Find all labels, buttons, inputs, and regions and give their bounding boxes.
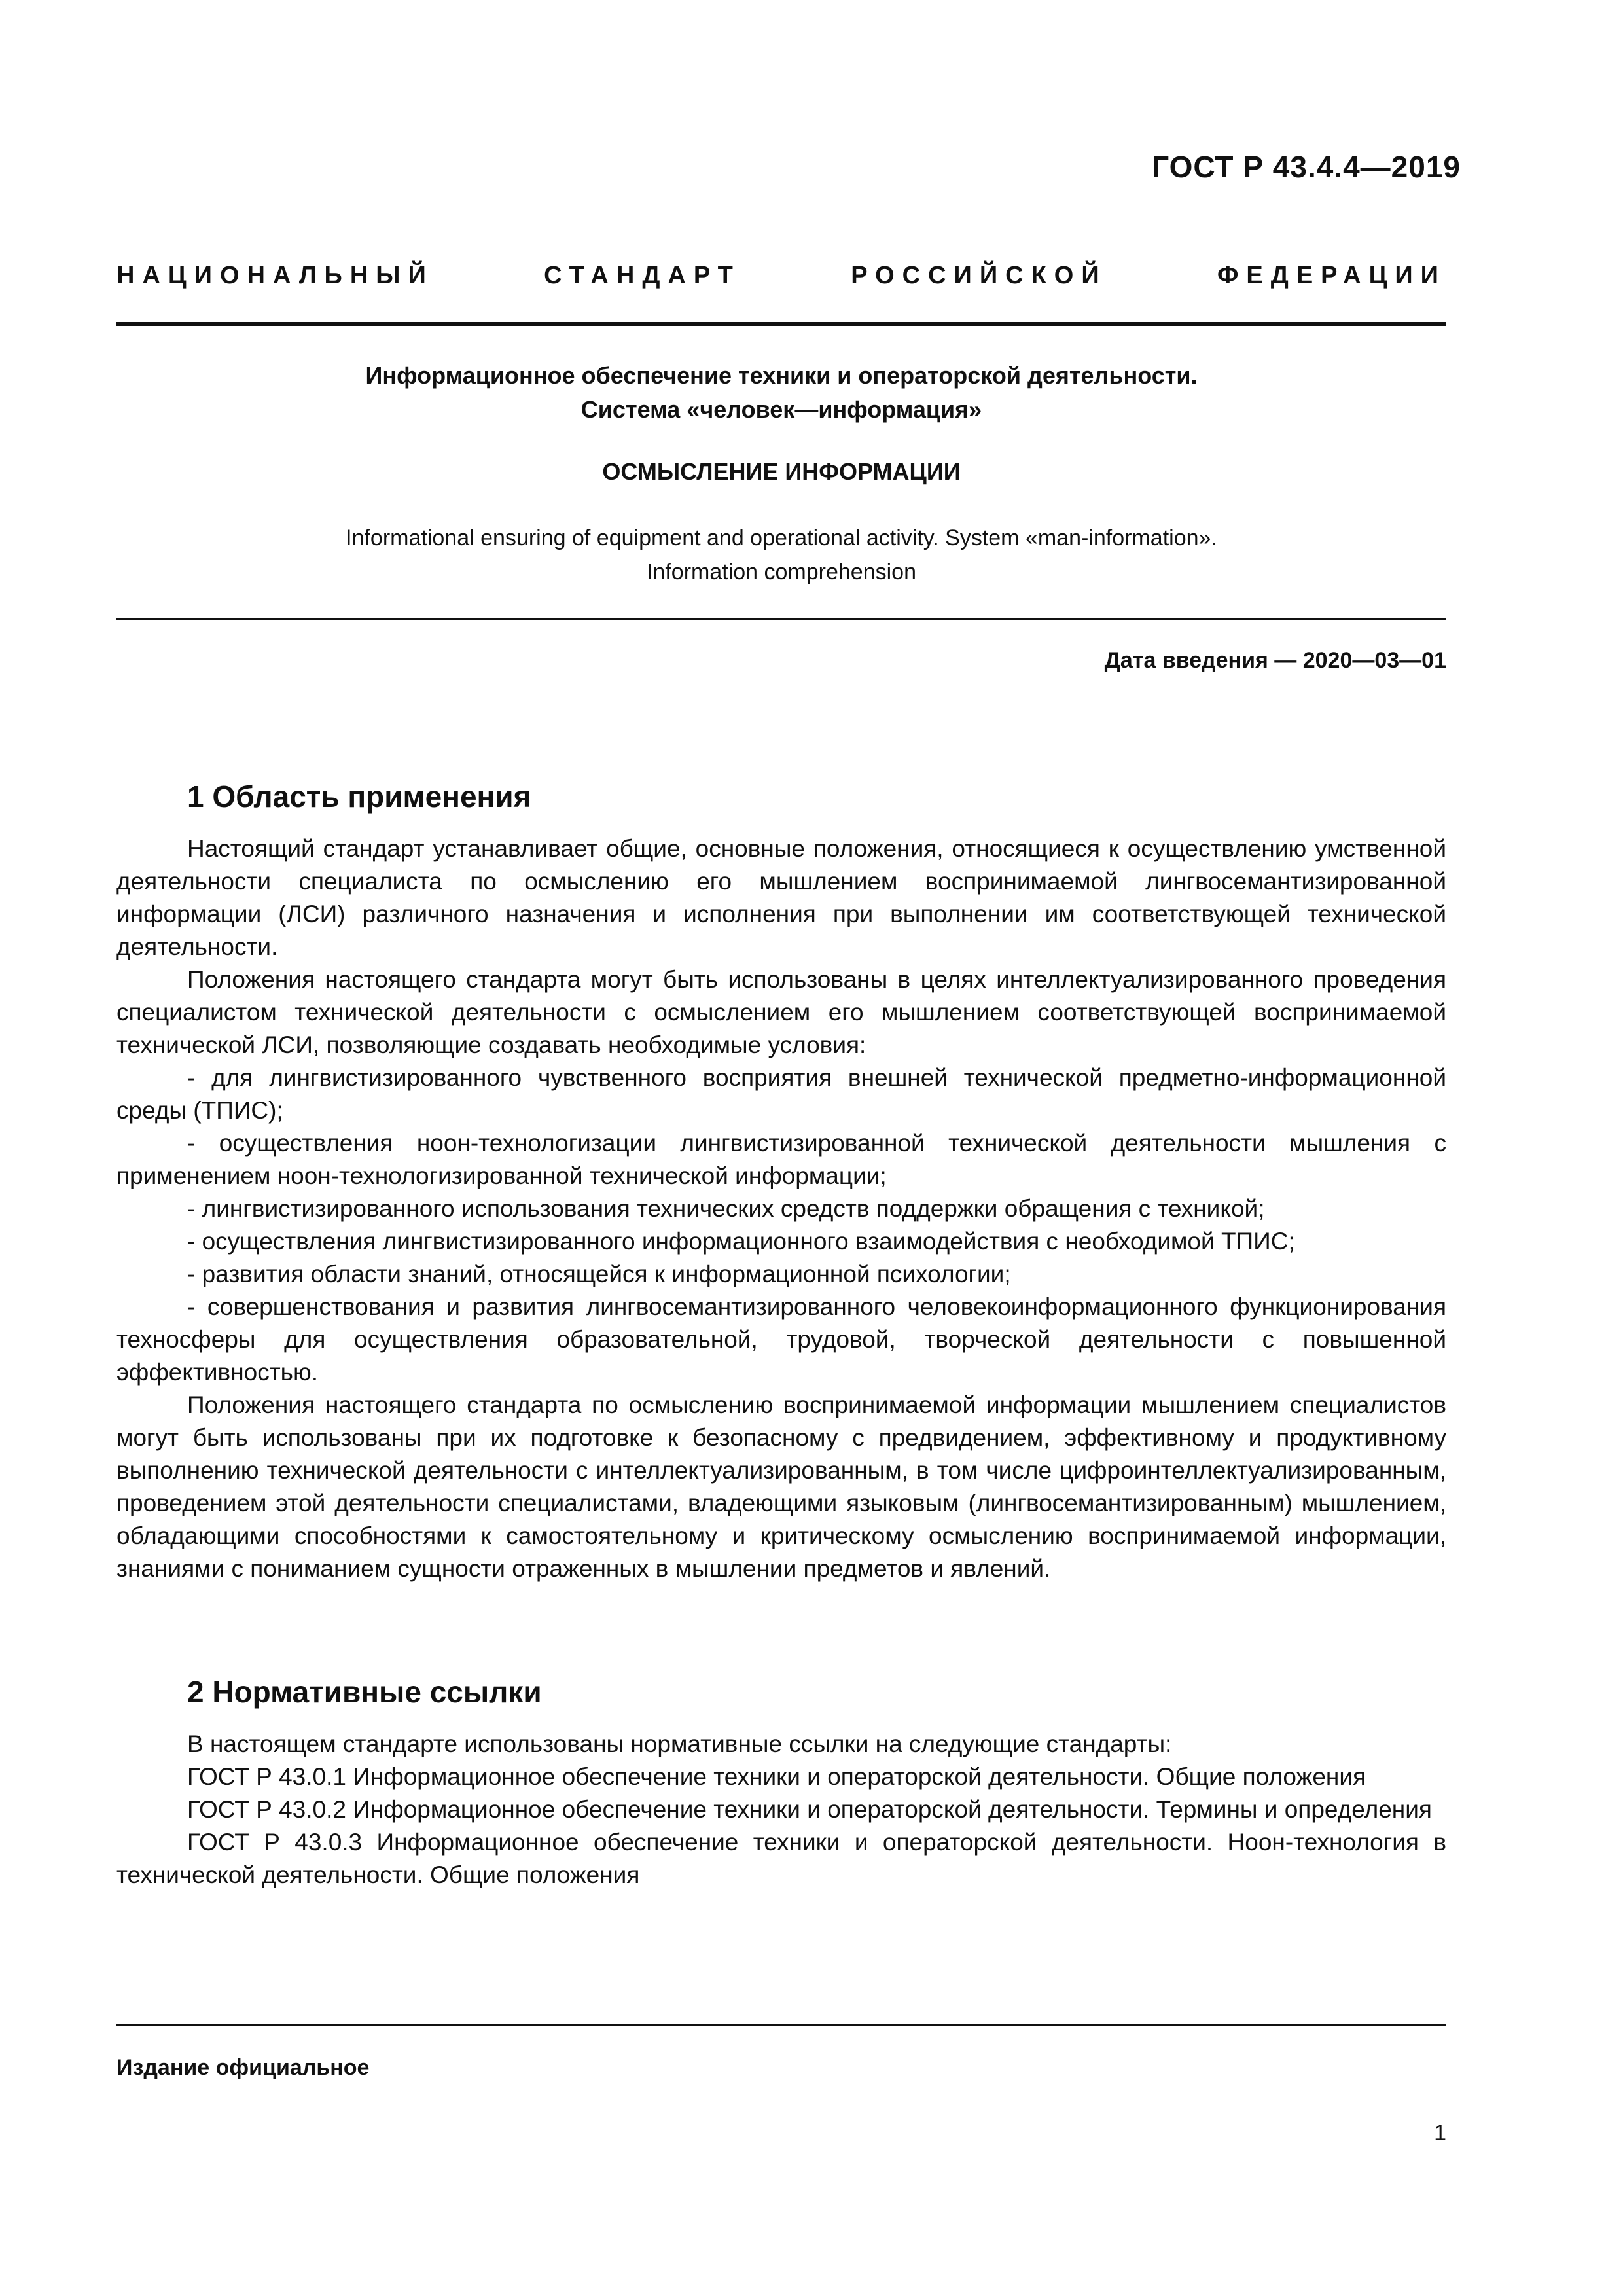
introduction-date: Дата введения — 2020—03—01 (1104, 648, 1446, 673)
list-item: - осуществления ноон-технологизации лингвистизированной технической деятельности мышления с применением ноон-технологизированной технической информации; (116, 1130, 1446, 1189)
list-item: - развития области знаний, относящейся к информационной психологии; (187, 1261, 1011, 1287)
document-subtitle: ОСМЫСЛЕНИЕ ИНФОРМАЦИИ (602, 458, 961, 485)
document-title-ru (116, 359, 1446, 427)
paragraph: Настоящий стандарт устанавливает общие, основные положения, относящиеся к осуществлению умственной деятельности специалиста по осмыслению его мышлением воспринимаемой лингвосемантизированной информации (ЛСИ) различного назначения и исполнения при выполнении им соответствующей технической деятельности. (116, 835, 1446, 960)
paragraph: В настоящем стандарте использованы нормативные ссылки на следующие стандарты: (187, 1731, 1172, 1757)
list-item: - совершенствования и развития лингвосемантизированного человекоинформационного функционирования техносферы для осуществления образовательной, трудовой, творческой деятельности с повышенной эффективностью. (116, 1293, 1446, 1386)
paragraph: Положения настоящего стандарта по осмыслению воспринимаемой информации мышлением специалистов могут быть использованы при их подготовке к безопасному с предвидением, эффективному и продуктивному выполнению технической деятельности с интеллектуализированным, в том числе цифроинтеллектуализированным, проведением этой деятельности специалистами, владеющими языковым (лингвосемантизированным) мышлением, обладающими способностями к самостоятельному и критическому осмыслению воспринимаемой информации, знаниями с пониманием сущности отраженных в мышлении предметов и явлений. (116, 1391, 1446, 1582)
section-heading: 1 Область применения (187, 780, 531, 814)
header-divider (116, 322, 1446, 326)
list-item: - для лингвистизированного чувственного восприятия внешней технической предметно-информационной среды (ТПИС); (116, 1064, 1446, 1124)
title-ru-line-2: Система «человек—информация» (580, 396, 982, 423)
section-heading: 2 Нормативные ссылки (187, 1675, 542, 1709)
document-title-en (116, 521, 1446, 589)
reference-item: ГОСТ Р 43.0.3 Информационное обеспечение техники и операторской деятельности. Ноон-технология в технической деятельности. Общие положения (116, 1829, 1446, 1888)
paragraph: Положения настоящего стандарта могут быть использованы в целях интеллектуализированного проведения специалистом технической деятельности с осмыслением его мышлением соответствующей воспринимаемой технической ЛСИ, позволяющие создавать необходимые условия: (116, 966, 1446, 1058)
title-en-line-1: Informational ensuring of equipment and operational activity. System «man-information». (346, 526, 1217, 550)
list-item: - лингвистизированного использования технических средств поддержки обращения с техникой; (187, 1195, 1265, 1222)
footer-divider (116, 2024, 1446, 2026)
title-en-line-2: Information comprehension (646, 560, 916, 584)
title-divider (116, 618, 1446, 620)
list-item: - осуществления лингвистизированного информационного взаимодействия с необходимой ТПИС; (187, 1228, 1295, 1255)
national-standard-title: НАЦИОНАЛЬНЫЙ СТАНДАРТ РОССИЙСКОЙ ФЕДЕРАЦИИ (116, 262, 1446, 289)
section-normative-references (116, 1674, 1446, 1892)
section-scope (116, 779, 1446, 1585)
title-ru-line-1: Информационное обеспечение техники и операторской деятельности. (365, 362, 1198, 389)
reference-item: ГОСТ Р 43.0.2 Информационное обеспечение техники и операторской деятельности. Термины и определения (187, 1796, 1432, 1823)
edition-label: Издание официальное (116, 2055, 370, 2080)
standard-number: ГОСТ Р 43.4.4—2019 (1152, 150, 1461, 184)
page-number: 1 (1434, 2121, 1446, 2145)
reference-item: ГОСТ Р 43.0.1 Информационное обеспечение техники и операторской деятельности. Общие положения (187, 1763, 1366, 1790)
